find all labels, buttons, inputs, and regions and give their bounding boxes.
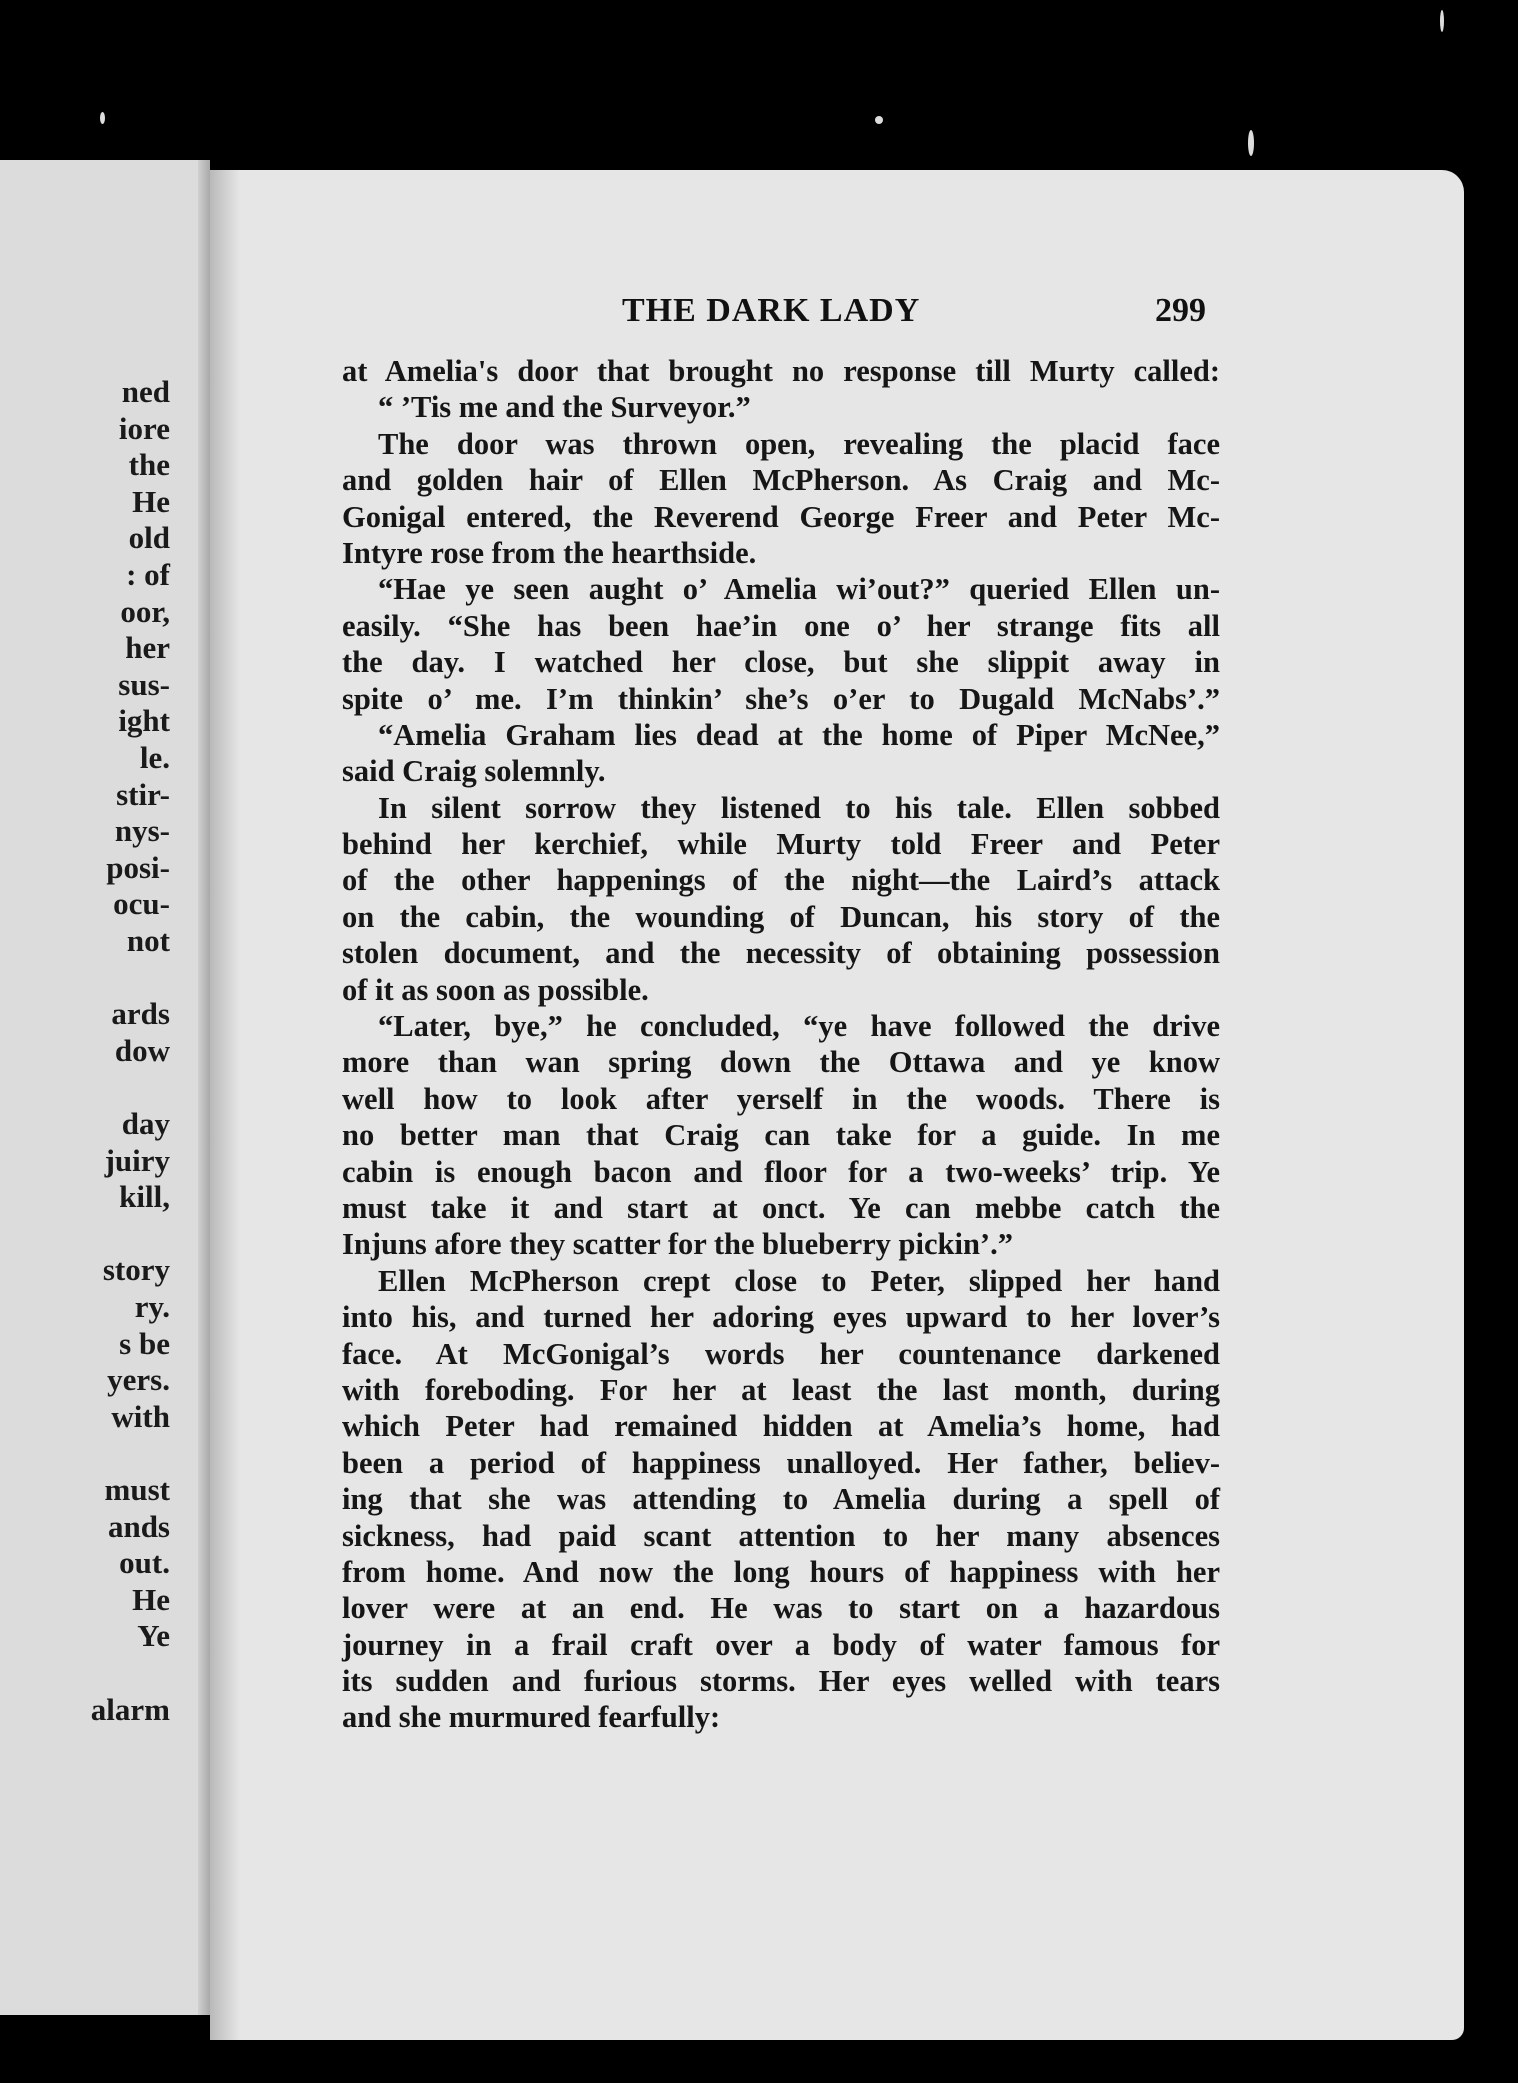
text-line: more than wan spring down the Ottawa and ye know <box>342 1045 1220 1080</box>
left-page-line: stir- <box>116 776 170 812</box>
left-page-line: : of <box>126 557 170 592</box>
text-line: no better man that Craig can take for a guide. In me <box>342 1118 1220 1153</box>
text-line: “Hae ye seen aught o’ Amelia wi’out?” queried Ellen un- <box>378 572 1220 607</box>
text-line: Injuns afore they scatter for the blueberry pickin’.” <box>342 1227 1013 1262</box>
scan-speck <box>875 116 883 124</box>
text-line: journey in a frail craft over a body of water famous for <box>342 1627 1220 1662</box>
running-title: THE DARK LADY <box>622 292 921 329</box>
left-page-line: ocu- <box>113 886 170 922</box>
left-page-line: Ye <box>137 1618 170 1654</box>
scan-speck <box>1248 130 1254 156</box>
book-page <box>210 170 1464 2040</box>
left-page-line: nys- <box>114 813 170 849</box>
text-line: been a period of happiness unalloyed. Her father, believ- <box>342 1445 1220 1480</box>
left-page-line: ards <box>111 996 170 1032</box>
left-page-line: kill, <box>119 1179 170 1215</box>
text-line: of it as soon as possible. <box>342 972 649 1007</box>
left-page-line: day <box>121 1106 170 1141</box>
text-line: into his, and turned her adoring eyes upward to her lover’s <box>342 1300 1220 1335</box>
text-line: The door was thrown open, revealing the placid face <box>378 426 1220 461</box>
text-line: cabin is enough bacon and floor for a two-weeks’ trip. Ye <box>342 1154 1220 1189</box>
text-line: behind her kerchief, while Murty told Freer and Peter <box>342 827 1220 862</box>
left-page-line: must <box>104 1472 170 1507</box>
left-page-line: oor, <box>120 593 170 629</box>
left-page-line: juiry <box>104 1142 170 1178</box>
text-line: from home. And now the long hours of happiness with her <box>342 1554 1220 1589</box>
text-line: Ellen McPherson crept close to Peter, slipped her hand <box>378 1263 1220 1298</box>
left-page-line: ned <box>121 374 170 409</box>
text-line: spite o’ me. I’m thinkin’ she’s o’er to Dugald McNabs’.” <box>342 681 1220 716</box>
text-line: on the cabin, the wounding of Duncan, his story of the <box>342 899 1220 934</box>
text-line: sickness, had paid scant attention to her many absences <box>342 1518 1220 1553</box>
left-page-line: ands <box>107 1508 170 1544</box>
left-page-line: dow <box>114 1032 170 1068</box>
left-facing-page <box>0 160 210 2015</box>
left-page-line: the <box>128 447 170 483</box>
left-page-line: posi- <box>106 849 170 885</box>
left-page-line: ry. <box>134 1289 170 1324</box>
text-line: and she murmured fearfully: <box>342 1700 721 1735</box>
left-page-line: out. <box>119 1545 170 1581</box>
left-page-line: ight <box>118 703 170 739</box>
left-page-line: old <box>128 520 170 556</box>
text-line: easily. “She has been hae’in one o’ her strange fits all <box>342 608 1220 643</box>
text-line: which Peter had remained hidden at Amelia’s home, had <box>342 1409 1220 1444</box>
left-page-gutter <box>198 160 210 2015</box>
left-page-line: iore <box>118 410 170 446</box>
text-line: Intyre rose from the hearthside. <box>342 535 757 570</box>
left-page-line: story <box>102 1252 170 1288</box>
left-page-line: sus- <box>118 666 170 702</box>
scan-speck <box>100 112 105 124</box>
text-line: of the other happenings of the night—the Laird’s attack <box>342 863 1220 898</box>
text-line: and golden hair of Ellen McPherson. As Craig and Mc- <box>342 463 1220 498</box>
text-line: In silent sorrow they listened to his tale. Ellen sobbed <box>378 790 1220 825</box>
left-page-line: He <box>132 483 170 519</box>
text-line: “Later, bye,” he concluded, “ye have followed the drive <box>378 1009 1220 1044</box>
text-line: well how to look after yerself in the woods. There is <box>342 1081 1220 1116</box>
page-number: 299 <box>1155 292 1206 329</box>
text-line: ing that she was attending to Amelia during a spell of <box>342 1482 1220 1517</box>
left-page-line: with <box>111 1398 170 1434</box>
body-text <box>342 353 1220 1736</box>
text-line: stolen document, and the necessity of obtaining possession <box>342 936 1220 971</box>
text-line: “Amelia Graham lies dead at the home of Piper McNee,” <box>378 717 1220 752</box>
text-line: the day. I watched her close, but she slippit away in <box>342 645 1220 680</box>
text-line: “ ’Tis me and the Surveyor.” <box>378 390 751 425</box>
text-line: lover were at an end. He was to start on a hazardous <box>342 1591 1220 1626</box>
text-line: said Craig solemnly. <box>342 754 606 789</box>
text-line: must take it and start at onct. Ye can mebbe catch the <box>342 1190 1220 1225</box>
left-page-line: alarm <box>90 1691 170 1727</box>
text-line: at Amelia's door that brought no response till Murty called: <box>342 354 1220 388</box>
text-line: face. At McGonigal’s words her countenance darkened <box>342 1336 1220 1371</box>
text-line: its sudden and furious storms. Her eyes welled with tears <box>342 1664 1220 1699</box>
left-page-line: He <box>132 1581 170 1617</box>
spine-shadow <box>210 170 240 2040</box>
left-page-line: le. <box>139 740 170 775</box>
text-line: with foreboding. For her at least the last month, during <box>342 1372 1220 1407</box>
text-line: Gonigal entered, the Reverend George Freer and Peter Mc- <box>342 499 1220 534</box>
running-header <box>210 292 1464 332</box>
left-page-line: her <box>125 630 170 666</box>
left-page-line: not <box>126 923 170 958</box>
left-page-line: yers. <box>107 1362 170 1398</box>
left-page-line: s be <box>119 1325 170 1361</box>
scan-speck <box>1440 10 1444 32</box>
